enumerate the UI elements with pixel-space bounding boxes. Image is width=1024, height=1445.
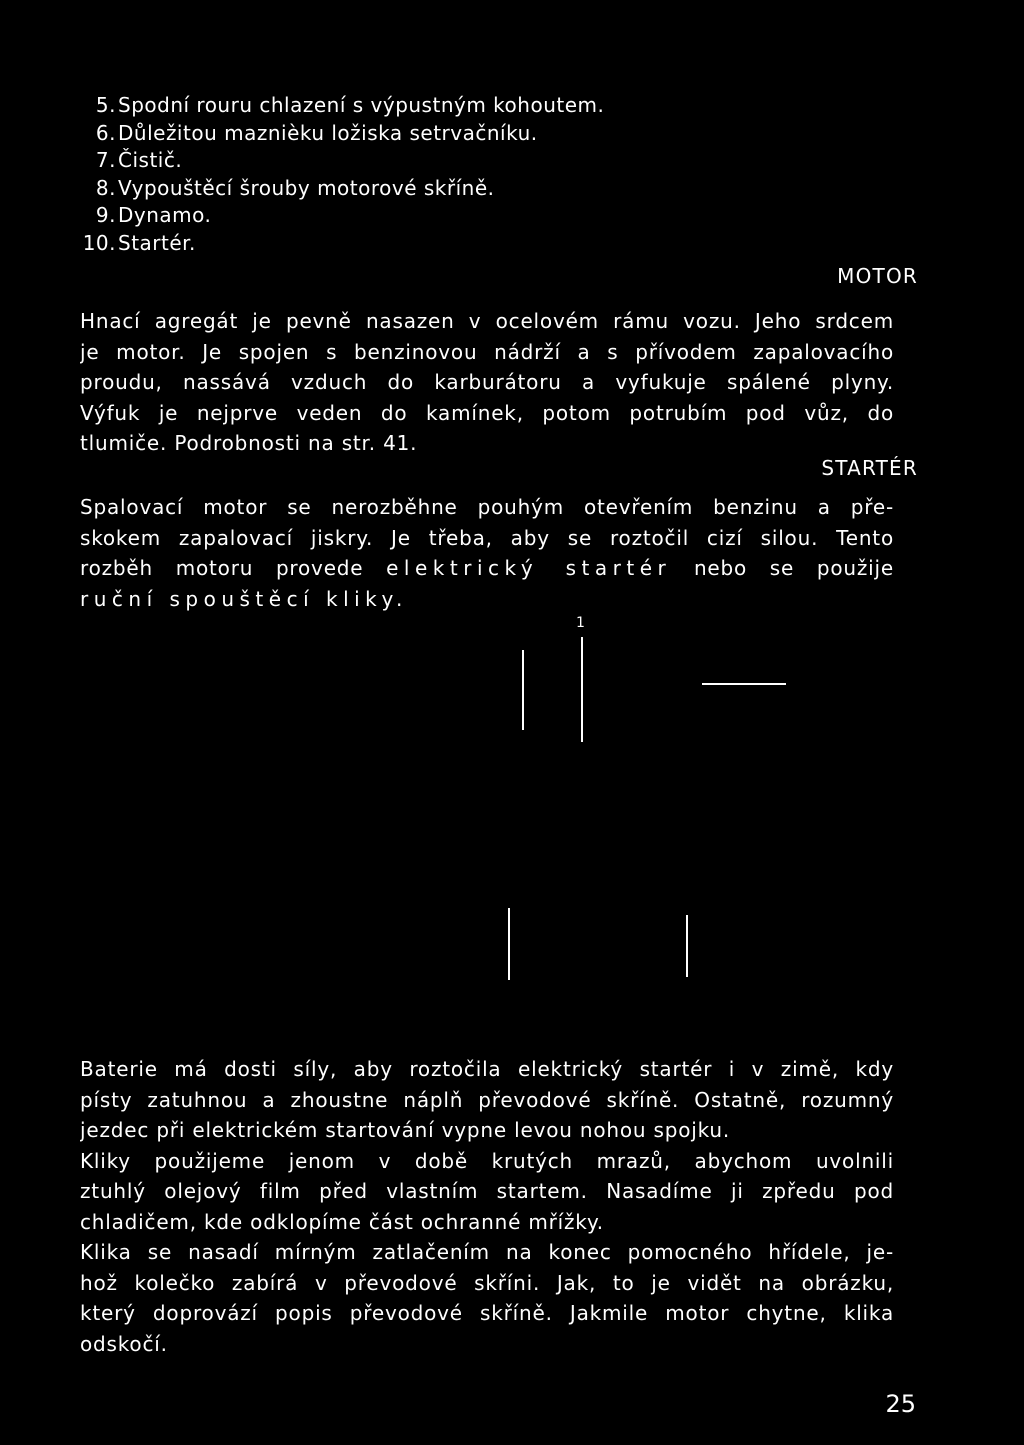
figure-line xyxy=(686,915,688,977)
paragraph-line: ztuhlý olejový film před vlastním startem. Nasadíme ji zpředu pod xyxy=(80,1179,894,1203)
paragraph-line: Klika se nasadí mírným zatlačením na konec pomocného hřídele, je- xyxy=(80,1240,894,1264)
list-item xyxy=(78,175,778,203)
paragraph-line: Baterie má dosti síly, aby roztočila elektrický startér i v zimě, kdy xyxy=(80,1057,894,1081)
emphasized-term: elektrický startér xyxy=(386,556,672,580)
paragraph-line: Spalovací motor se nerozběhne pouhým otevřením benzinu a pře- xyxy=(80,495,894,519)
paragraph-line: odskočí. xyxy=(80,1331,168,1356)
paragraph-line: chladičem, kde odklopíme část ochranné mřížky. xyxy=(80,1209,604,1234)
paragraph-line xyxy=(80,584,894,615)
paragraph-line: jezdec při elektrickém startování vypne levou nohou spojku. xyxy=(80,1118,731,1142)
paragraph-line: písty zatuhnou a zhoustne náplň převodové skříně. Ostatně, rozumný xyxy=(80,1087,894,1112)
paragraph-line: hož kolečko zabírá v převodové skříni. Jak, to je vidět na obrázku, xyxy=(80,1270,894,1295)
list-item-number: 9. xyxy=(95,203,116,228)
paragraph-line: je motor. Je spojen s benzinovou nádrží a s přívodem zapalovacího xyxy=(80,339,894,364)
paragraph-line: který doprovází popis převodové skříně. Jakmile motor chytne, klika xyxy=(80,1301,894,1325)
paragraph-line: Hnací agregát je pevně nasazen v ocelovém rámu vozu. Jeho srdcem xyxy=(80,309,894,333)
paragraph-line: Kliky použijeme jenom v době krutých mrazů, abychom uvolnili xyxy=(80,1148,894,1173)
list-item-number: 8. xyxy=(95,175,116,200)
battery-paragraph xyxy=(80,1054,894,1359)
list-item-number: 5. xyxy=(95,93,116,117)
list-item xyxy=(78,147,778,175)
list-item-number: 7. xyxy=(95,148,116,173)
list-item xyxy=(78,202,778,230)
figure-line xyxy=(702,683,786,685)
starter-figure xyxy=(500,615,800,985)
figure-line xyxy=(581,637,583,742)
figure-line xyxy=(508,908,510,980)
figure-line xyxy=(522,650,524,730)
list-item-number: 10. xyxy=(82,230,116,255)
motor-heading: MOTOR xyxy=(837,264,918,288)
page-number: 25 xyxy=(885,1390,916,1418)
emphasized-term: ruční spouštěcí kliky. xyxy=(80,586,408,611)
paragraph-line: proudu, nassává vzduch do karburátoru a vyfukuje spálené plyny. xyxy=(80,370,894,394)
starter-heading: STARTÉR xyxy=(821,456,918,480)
list-item-text: Důležitou maznièku ložiska setrvačníku. xyxy=(118,120,538,145)
paragraph-line: tlumiče. Podrobnosti na str. 41. xyxy=(80,431,418,455)
list-item-number: 6. xyxy=(95,120,116,145)
list-item xyxy=(78,230,778,258)
parts-list xyxy=(78,92,778,258)
list-item xyxy=(78,92,778,120)
motor-paragraph xyxy=(80,306,894,459)
list-item xyxy=(78,120,778,148)
paragraph-line: skokem zapalovací jiskry. Je třeba, aby se roztočil cizí silou. Tento xyxy=(80,525,894,550)
line-text: rozběh motoru provede xyxy=(80,556,387,580)
list-item-text: Spodní rouru chlazení s výpustným kohoutem. xyxy=(118,93,605,117)
list-item-text: Vypouštěcí šrouby motorové skříně. xyxy=(118,175,495,200)
starter-paragraph xyxy=(80,492,894,614)
list-item-text: Čistič. xyxy=(118,148,183,173)
paragraph-line: Výfuk je nejprve veden do kamínek, potom potrubím pod vůz, do xyxy=(80,400,894,425)
figure-label: 1 xyxy=(576,615,585,631)
line-text: nebo se použije xyxy=(671,556,894,580)
paragraph-line xyxy=(80,553,894,584)
list-item-text: Startér. xyxy=(118,230,196,255)
list-item-text: Dynamo. xyxy=(118,203,212,228)
